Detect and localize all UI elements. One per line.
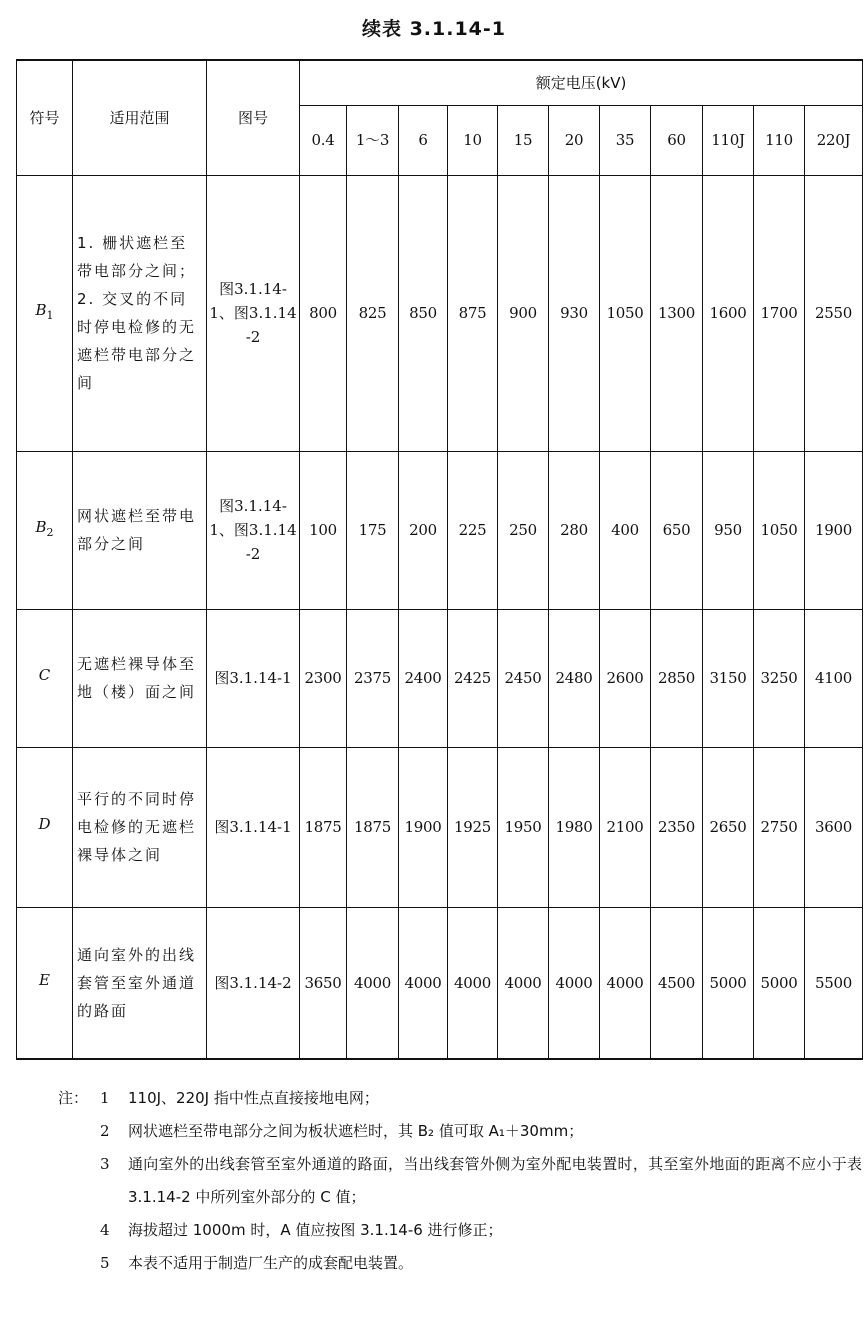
value-cell: 4000	[498, 907, 549, 1059]
voltage-header: 1～3	[347, 105, 399, 175]
voltage-header: 110	[754, 105, 805, 175]
value-cell: 1875	[300, 747, 347, 907]
header-range: 适用范围	[73, 60, 207, 175]
value-cell: 2850	[651, 609, 703, 747]
note-text: 海拔超过 1000m 时，A 值应按图 3.1.14-6 进行修正；	[128, 1221, 503, 1239]
value-cell: 225	[448, 451, 498, 609]
note-prefix: 注：	[58, 1089, 89, 1107]
value-cell: 2550	[805, 175, 863, 451]
symbol-cell: D	[17, 747, 73, 907]
value-cell: 1925	[448, 747, 498, 907]
value-cell: 2600	[600, 609, 651, 747]
range-cell: 1. 栅状遮栏至带电部分之间；2. 交叉的不同时停电检修的无遮栏带电部分之间	[73, 175, 207, 451]
value-cell: 1875	[347, 747, 399, 907]
value-cell: 2425	[448, 609, 498, 747]
voltage-header: 20	[549, 105, 600, 175]
note-item	[62, 1115, 862, 1148]
voltage-header: 110J	[703, 105, 754, 175]
table-row	[17, 747, 863, 907]
figure-cell: 图3.1.14-1、图3.1.14-2	[207, 175, 300, 451]
value-cell: 3250	[754, 609, 805, 747]
value-cell: 175	[347, 451, 399, 609]
value-cell: 2375	[347, 609, 399, 747]
voltage-header: 15	[498, 105, 549, 175]
value-cell: 800	[300, 175, 347, 451]
value-cell: 2300	[300, 609, 347, 747]
value-cell: 2100	[600, 747, 651, 907]
range-cell: 网状遮栏至带电部分之间	[73, 451, 207, 609]
value-cell: 2350	[651, 747, 703, 907]
value-cell: 4000	[399, 907, 448, 1059]
value-cell: 4000	[600, 907, 651, 1059]
note-item	[62, 1247, 862, 1280]
note-text: 110J、220J 指中性点直接接地电网；	[128, 1089, 379, 1107]
value-cell: 2400	[399, 609, 448, 747]
header-voltage-group: 额定电压(kV)	[300, 60, 863, 105]
note-item	[58, 1082, 862, 1115]
value-cell: 900	[498, 175, 549, 451]
clearance-table	[16, 59, 863, 1060]
value-cell: 4000	[347, 907, 399, 1059]
value-cell: 400	[600, 451, 651, 609]
note-text: 网状遮栏至带电部分之间为板状遮栏时，其 B₂ 值可取 A₁＋30mm；	[128, 1122, 584, 1140]
symbol-cell: E	[17, 907, 73, 1059]
voltage-header: 6	[399, 105, 448, 175]
figure-cell: 图3.1.14-2	[207, 907, 300, 1059]
value-cell: 1950	[498, 747, 549, 907]
value-cell: 200	[399, 451, 448, 609]
figure-cell: 图3.1.14-1	[207, 747, 300, 907]
notes	[58, 1082, 862, 1280]
range-cell: 通向室外的出线套管至室外通道的路面	[73, 907, 207, 1059]
value-cell: 650	[651, 451, 703, 609]
voltage-header: 35	[600, 105, 651, 175]
symbol-cell: $B_1$	[17, 175, 73, 451]
value-cell: 1980	[549, 747, 600, 907]
value-cell: 950	[703, 451, 754, 609]
voltage-header: 220J	[805, 105, 863, 175]
value-cell: 2750	[754, 747, 805, 907]
note-number: 3	[100, 1155, 110, 1173]
table-row	[17, 175, 863, 451]
value-cell: 1050	[754, 451, 805, 609]
note-text: 本表不适用于制造厂生产的成套配电装置。	[128, 1254, 414, 1272]
note-number: 5	[100, 1254, 110, 1272]
value-cell: 250	[498, 451, 549, 609]
value-cell: 3150	[703, 609, 754, 747]
value-cell: 3600	[805, 747, 863, 907]
value-cell: 4000	[549, 907, 600, 1059]
table-row	[17, 907, 863, 1059]
note-number: 4	[100, 1221, 110, 1239]
voltage-header: 0.4	[300, 105, 347, 175]
note-number: 1	[100, 1089, 110, 1107]
value-cell: 1300	[651, 175, 703, 451]
value-cell: 3650	[300, 907, 347, 1059]
value-cell: 5500	[805, 907, 863, 1059]
value-cell: 1900	[805, 451, 863, 609]
value-cell: 280	[549, 451, 600, 609]
value-cell: 1600	[703, 175, 754, 451]
range-cell: 无遮栏裸导体至地（楼）面之间	[73, 609, 207, 747]
symbol-cell: C	[17, 609, 73, 747]
value-cell: 4100	[805, 609, 863, 747]
value-cell: 2450	[498, 609, 549, 747]
value-cell: 2480	[549, 609, 600, 747]
note-text: 通向室外的出线套管至室外通道的路面，当出线套管外侧为室外配电装置时，其至室外地面的距离不应小于表 3.1.14-2 中所列室外部分的 C 值；	[128, 1155, 862, 1206]
value-cell: 930	[549, 175, 600, 451]
voltage-header: 60	[651, 105, 703, 175]
header-figure: 图号	[207, 60, 300, 175]
voltage-header: 10	[448, 105, 498, 175]
value-cell: 4500	[651, 907, 703, 1059]
value-cell: 1900	[399, 747, 448, 907]
figure-cell: 图3.1.14-1	[207, 609, 300, 747]
header-symbol: 符号	[17, 60, 73, 175]
note-item	[62, 1148, 862, 1214]
value-cell: 850	[399, 175, 448, 451]
value-cell: 100	[300, 451, 347, 609]
note-number: 2	[100, 1122, 110, 1140]
table-row	[17, 451, 863, 609]
value-cell: 2650	[703, 747, 754, 907]
value-cell: 1700	[754, 175, 805, 451]
value-cell: 1050	[600, 175, 651, 451]
table-title: 续表 3.1.14-1	[361, 18, 507, 40]
value-cell: 5000	[754, 907, 805, 1059]
value-cell: 875	[448, 175, 498, 451]
value-cell: 825	[347, 175, 399, 451]
figure-cell: 图3.1.14-1、图3.1.14-2	[207, 451, 300, 609]
value-cell: 5000	[703, 907, 754, 1059]
range-cell: 平行的不同时停电检修的无遮栏裸导体之间	[73, 747, 207, 907]
value-cell: 4000	[448, 907, 498, 1059]
note-item	[62, 1214, 862, 1247]
symbol-cell: $B_2$	[17, 451, 73, 609]
table-row	[17, 609, 863, 747]
